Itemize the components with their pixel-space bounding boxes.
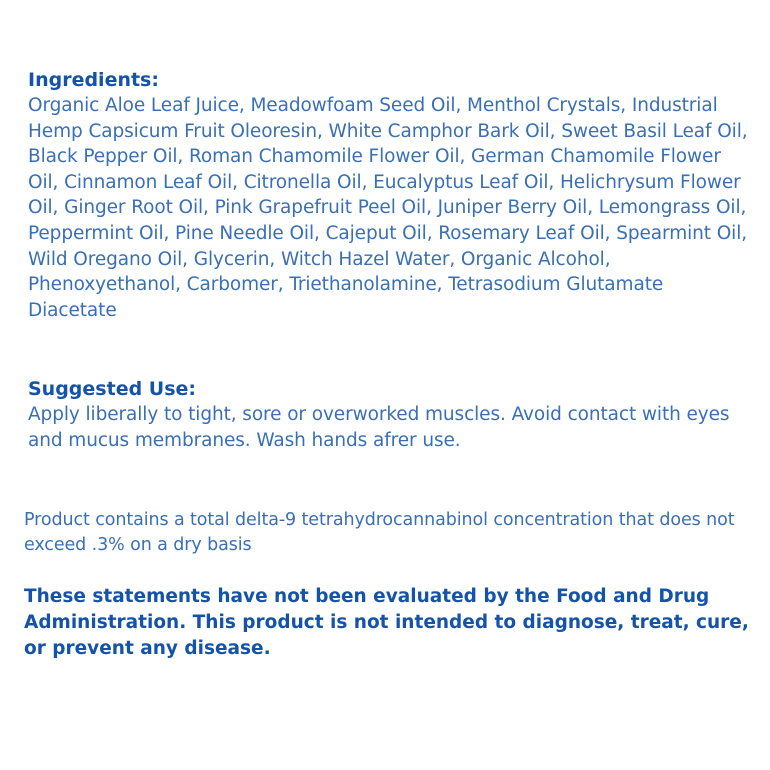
- thc-statement-section: [24, 508, 754, 558]
- thc-statement-text: Product contains a total delta-9 tetrahydrocannabinol concentration that does not exceed .3% on a dry basis: [24, 510, 735, 555]
- ingredients-section: [28, 68, 748, 323]
- suggested-use-section: [28, 377, 748, 453]
- suggested-use-text: Apply liberally to tight, sore or overworked muscles. Avoid contact with eyes and mucus membranes. Wash hands afrer use.: [28, 404, 730, 451]
- suggested-use-heading: Suggested Use:: [28, 378, 197, 400]
- ingredients-heading: Ingredients:: [28, 69, 159, 91]
- ingredients-list: Organic Aloe Leaf Juice, Meadowfoam Seed Oil, Menthol Crystals, Industrial Hemp Capsicum Fruit Oleoresin, White Camphor Bark Oil, Sweet Basil Leaf Oil, Black Pepper Oil, Roman Chamomile Flower Oil, German Chamomile Flower Oil, Cinnamon Leaf Oil, Citronella Oil, Eucalyptus Leaf Oil, Helichrysum Flower Oil, Ginger Root Oil, Pink Grapefruit Peel Oil, Juniper Berry Oil, Lemongrass Oil, Peppermint Oil, Pine Needle Oil, Cajeput Oil, Rosemary Leaf Oil, Spearmint Oil, Wild Oregano Oil, Glycerin, Witch Hazel Water, Organic Alcohol, Phenoxyethanol, Carbomer, Triethanolamine, Tetrasodium Glutamate Diacetate: [28, 95, 748, 321]
- fda-disclaimer-section: [24, 584, 754, 662]
- fda-disclaimer-text: These statements have not been evaluated by the Food and Drug Administration. This product is not intended to diagnose, treat, cure, or prevent any disease.: [24, 586, 749, 659]
